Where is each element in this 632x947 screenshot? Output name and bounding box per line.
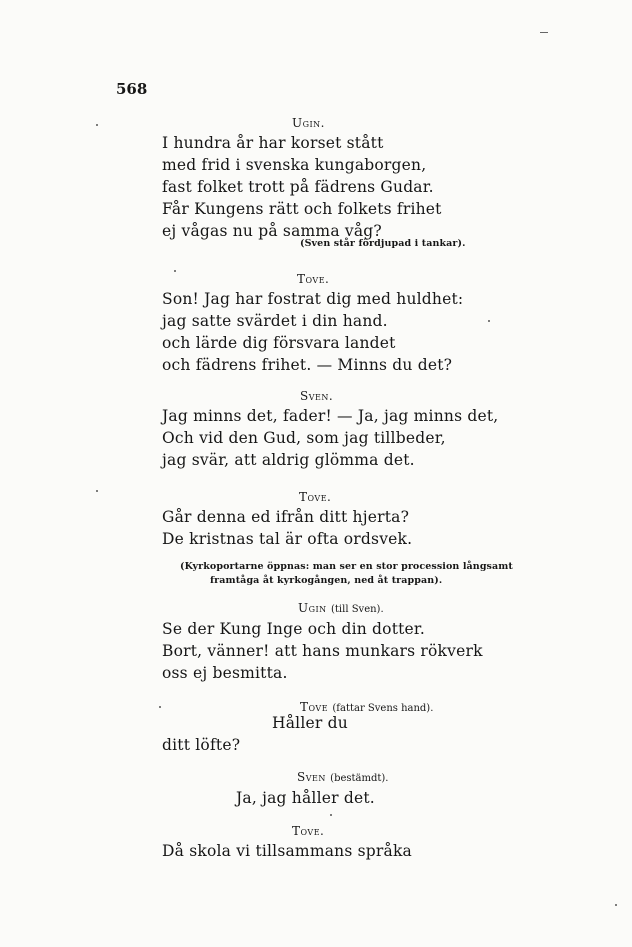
verse-line: Se der Kung Inge och din dotter. xyxy=(162,620,425,638)
scan-speck xyxy=(159,706,161,708)
verse-block xyxy=(162,132,602,252)
verse-line: jag svär, att aldrig glömma det. xyxy=(162,451,415,469)
verse-block xyxy=(162,618,602,694)
verse-line: Son! Jag har fostrat dig med huldhet: xyxy=(162,290,464,308)
speaker-name xyxy=(297,770,389,784)
verse-line: Ja, jag håller det. xyxy=(236,789,375,807)
verse-block xyxy=(162,405,602,485)
verse-line: Då skola vi tillsammans språka xyxy=(162,842,412,860)
verse-line: jag satte svärdet i din hand. xyxy=(162,312,388,330)
scan-speck xyxy=(488,320,490,322)
scan-speck xyxy=(174,270,176,272)
page-number: 568 xyxy=(116,80,148,98)
verse-line: och fädrens frihet. — Minns du det? xyxy=(162,356,453,374)
stage-direction: (Sven står fördjupad i tankar). xyxy=(300,238,466,249)
speaker-name: Ugin. xyxy=(292,116,325,130)
verse-line: ej vågas nu på samma våg? xyxy=(162,222,382,240)
verse-line: Går denna ed ifrån ditt hjerta? xyxy=(162,508,410,526)
scan-speck xyxy=(96,124,98,126)
verse-line: Jag minns det, fader! — Ja, jag minns det, xyxy=(162,407,499,425)
verse-line: med frid i svenska kungaborgen, xyxy=(162,156,427,174)
verse-line: Håller du xyxy=(272,714,348,732)
verse-line: I hundra år har korset stått xyxy=(162,134,384,152)
verse-line: och lärde dig försvara landet xyxy=(162,334,396,352)
speaker-stage-note: (till Sven). xyxy=(331,604,384,615)
speaker-label: Tove xyxy=(300,700,329,714)
speaker-label: Ugin xyxy=(298,601,327,615)
verse-line: oss ej besmitta. xyxy=(162,664,288,682)
speaker-name: Sven. xyxy=(300,389,334,403)
speaker-name: Tove. xyxy=(297,272,330,286)
verse-block xyxy=(162,288,602,388)
scan-mark xyxy=(540,32,548,33)
verse-line: fast folket trott på fädrens Gudar. xyxy=(162,178,434,196)
speaker-stage-note: (bestämdt). xyxy=(330,773,389,784)
scan-speck xyxy=(96,490,98,492)
verse-line: Och vid den Gud, som jag tillbeder, xyxy=(162,429,446,447)
speaker-name: Tove. xyxy=(299,490,332,504)
stage-direction: (Kyrkoportarne öppnas: man ser en stor procession långsamt xyxy=(180,561,513,572)
speaker-label: Sven xyxy=(297,770,326,784)
verse-line: Får Kungens rätt och folkets frihet xyxy=(162,200,442,218)
verse-block xyxy=(162,506,602,556)
speaker-stage-note: (fattar Svens hand). xyxy=(332,703,434,714)
scan-speck xyxy=(615,904,617,906)
verse-line: ditt löfte? xyxy=(162,736,241,754)
stage-direction: framtåga åt kyrkogången, ned åt trappan). xyxy=(210,575,443,586)
scan-speck xyxy=(330,814,332,816)
speaker-name xyxy=(298,601,384,615)
speaker-name: Tove. xyxy=(292,824,325,838)
verse-line: Bort, vänner! att hans munkars rökverk xyxy=(162,642,483,660)
verse-line: De kristnas tal är ofta ordsvek. xyxy=(162,530,413,548)
